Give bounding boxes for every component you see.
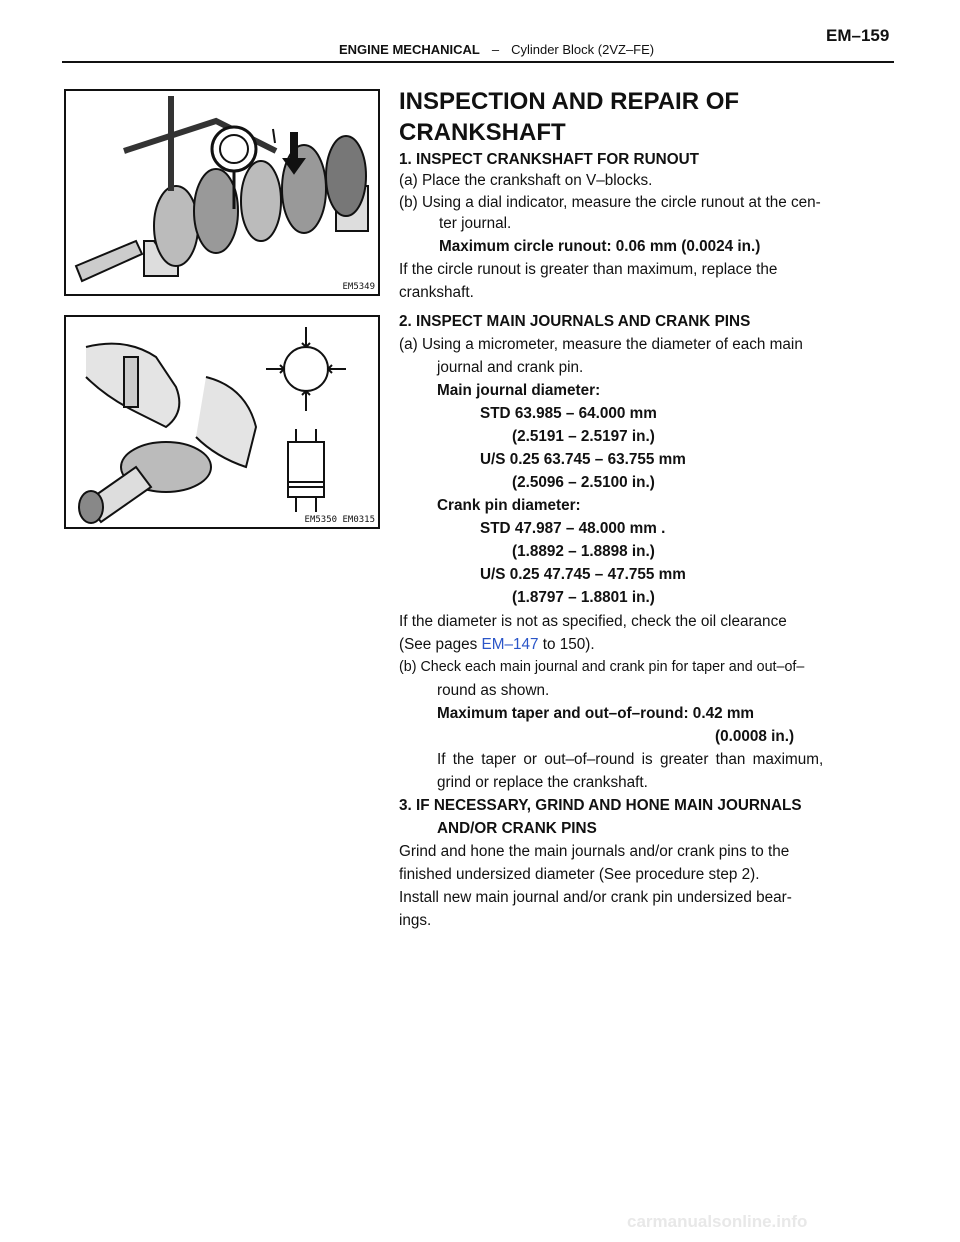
step-2a: (a) Using a micrometer, measure the diameter of each main [399, 336, 803, 353]
spec-mj-std-in: (2.5191 – 2.5197 in.) [512, 428, 655, 445]
step-2b-cont: round as shown. [437, 682, 550, 699]
subsection-title: Cylinder Block (2VZ–FE) [511, 42, 655, 57]
spec-cp-std-in: (1.8892 – 1.8898 in.) [512, 543, 655, 560]
figure-code: EM5350 EM0315 [304, 515, 375, 525]
section-heading: INSPECTION AND REPAIR OF [399, 88, 740, 115]
spec-cp-us-in: (1.8797 – 1.8801 in.) [512, 589, 655, 606]
step-3-text-2: finished undersized diameter (See procedure step 2). [399, 866, 760, 883]
step-2b-note-cont: grind or replace the crankshaft. [437, 774, 648, 791]
step-1-heading: 1. INSPECT CRANKSHAFT FOR RUNOUT [399, 151, 699, 168]
step-1-note: If the circle runout is greater than maximum, replace the [399, 261, 778, 278]
step-3-heading-cont: AND/OR CRANK PINS [437, 820, 597, 837]
step-1b: (b) Using a dial indicator, measure the circle runout at the cen- [399, 194, 821, 211]
watermark: carmanualsonline.info [627, 1212, 808, 1231]
ref-prefix: (See pages [399, 636, 482, 653]
running-head [339, 42, 654, 57]
step-2b-note: If the taper or out–of–round is greater than maximum, [437, 751, 824, 768]
spec-mj-std: STD 63.985 – 64.000 mm [480, 405, 657, 422]
step-2a-cont: journal and crank pin. [437, 359, 584, 376]
step-2b: (b) Check each main journal and crank pin for taper and out–of– [399, 659, 805, 675]
figure-runout [64, 89, 380, 296]
step-1b-cont: ter journal. [439, 215, 512, 232]
step-3-text-4: ings. [399, 912, 432, 929]
figure-micrometer [64, 315, 380, 529]
page-header [0, 0, 960, 70]
micrometer-measurement-illustration [66, 317, 378, 527]
spec-max-runout: Maximum circle runout: 0.06 mm (0.0024 in.) [439, 238, 761, 255]
header-separator: – [491, 42, 500, 57]
step-3-text: Grind and hone the main journals and/or crank pins to the [399, 843, 790, 860]
spec-crank-pin-label: Crank pin diameter: [437, 497, 581, 514]
step-1a: (a) Place the crankshaft on V–blocks. [399, 172, 653, 189]
spec-cp-std: STD 47.987 – 48.000 mm . [480, 520, 666, 537]
figure-code: EM5349 [342, 282, 375, 292]
spec-max-taper: Maximum taper and out–of–round: 0.42 mm [437, 705, 755, 722]
spec-mj-us: U/S 0.25 63.745 – 63.755 mm [480, 451, 686, 468]
step-1-note-cont: crankshaft. [399, 284, 474, 301]
page-number: EM–159 [826, 26, 890, 45]
spec-cp-us: U/S 0.25 47.745 – 47.755 mm [480, 566, 686, 583]
header-rule [62, 61, 894, 63]
step-2-note-ref [399, 634, 595, 655]
step-2-note: If the diameter is not as specified, check the oil clearance [399, 613, 787, 630]
spec-main-journal-label: Main journal diameter: [437, 382, 601, 399]
section-title: ENGINE MECHANICAL [339, 42, 480, 57]
section-heading-cont: CRANKSHAFT [399, 119, 566, 146]
spec-max-taper-in: (0.0008 in.) [715, 728, 795, 745]
crankshaft-runout-illustration [66, 91, 378, 294]
spec-mj-us-in: (2.5096 – 2.5100 in.) [512, 474, 655, 491]
step-3-text-3: Install new main journal and/or crank pin undersized bear- [399, 889, 792, 906]
page-ref-link[interactable]: EM–147 [481, 636, 539, 653]
step-3-heading: 3. IF NECESSARY, GRIND AND HONE MAIN JOURNALS [399, 797, 802, 814]
ref-suffix: to 150). [538, 636, 595, 653]
step-2-heading: 2. INSPECT MAIN JOURNALS AND CRANK PINS [399, 313, 751, 330]
